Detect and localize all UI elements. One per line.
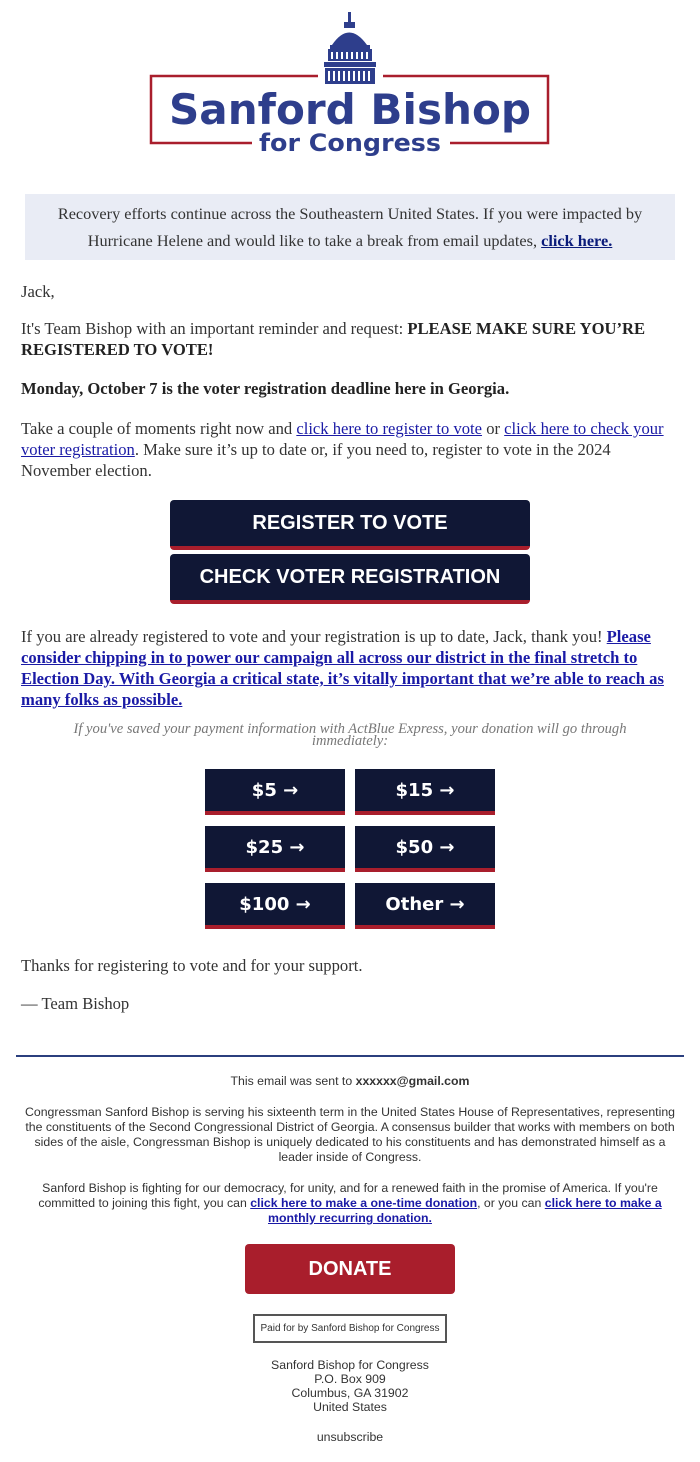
signoff: — Team Bishop — [21, 994, 130, 1013]
address-line: Columbus, GA 31902 — [291, 1386, 409, 1400]
support-text: If you are already registered to vote and your registration is up to date, Jack, thank you! — [21, 627, 603, 646]
check-registration-link[interactable]: click here to check your voter registration — [21, 419, 664, 459]
register-to-vote-link[interactable]: click here to register to vote — [296, 419, 483, 438]
actblue-note: If you've saved your payment information with ActBlue Express, your donation will go through immediately: — [73, 721, 627, 749]
donate-100-button[interactable]: $100 → — [205, 883, 345, 929]
donate-other-button[interactable]: Other → — [355, 883, 495, 929]
capitol-dome-icon — [324, 12, 376, 84]
bio-paragraph: Congressman Sanford Bishop is serving his sixteenth term in the United States House of Representatives, representing the constituents of the Second Congressional District of Georgia. A consensus builder that works with members on both sides of the aisle, Congressman Bishop is uniquely dedicated to his constituents and has demonstrated himself as a leader inside of Congress. — [24, 1105, 676, 1164]
fight-text-a: Sanford Bishop is fighting for our democracy, for unity, and for a renewed faith in the promise of America. If you're committed to joining this fight, you can — [38, 1181, 658, 1210]
mailing-address — [16, 1358, 684, 1414]
donate-50-button[interactable]: $50 → — [355, 826, 495, 872]
sent-to-line — [16, 1074, 684, 1089]
intro-bold: PLEASE MAKE SURE YOU’RE REGISTERED TO VOTE! — [21, 319, 646, 359]
notice-unsubscribe-link[interactable]: click here. — [541, 231, 613, 250]
deadline-paragraph — [21, 378, 681, 399]
register-text-c: . Make sure it’s up to date or, if you need to, register to vote in the 2024 November election. — [21, 440, 611, 480]
fight-paragraph — [16, 1181, 684, 1226]
address-line: United States — [313, 1400, 387, 1414]
campaign-logo — [0, 0, 700, 160]
monthly-donation-link[interactable]: click here to make a monthly recurring donation. — [268, 1196, 662, 1225]
footer-divider — [16, 1055, 684, 1057]
deadline-text: Monday, October 7 is the voter registration deadline here in Georgia. — [21, 379, 510, 398]
notice-text: Recovery efforts continue across the Southeastern United States. If you were impacted by Hurricane Helene and would like to take a break from email updates, — [57, 204, 643, 250]
donate-5-button[interactable]: $5 → — [205, 769, 345, 815]
thanks-text: Thanks for registering to vote and for your support. — [21, 956, 363, 975]
sent-to-email: xxxxxx@gmail.com — [355, 1074, 470, 1088]
paid-for-disclaimer: Paid for by Sanford Bishop for Congress — [253, 1314, 447, 1343]
register-to-vote-button[interactable]: REGISTER TO VOTE — [170, 500, 530, 550]
address-line: Sanford Bishop for Congress — [271, 1358, 429, 1372]
donate-15-button[interactable]: $15 → — [355, 769, 495, 815]
fight-text-b: , or you can — [477, 1196, 542, 1210]
one-time-donation-link[interactable]: click here to make a one-time donation — [250, 1196, 478, 1210]
register-text-a: Take a couple of moments right now and — [21, 419, 293, 438]
sent-to-label: This email was sent to — [230, 1074, 353, 1088]
support-paragraph — [21, 626, 681, 710]
donate-button[interactable]: DONATE — [245, 1244, 455, 1294]
chip-in-link[interactable]: Please consider chipping in to power our campaign all across our district in the final stretch to Election Day. With Georgia a critical state, it’s vitally important that we’re able to reach as many folks as possible. — [21, 627, 664, 709]
address-line: P.O. Box 909 — [314, 1372, 386, 1386]
intro-paragraph — [21, 318, 681, 360]
intro-text: It's Team Bishop with an important reminder and request: — [21, 319, 404, 338]
logo-subtitle: for Congress — [259, 129, 441, 157]
unsubscribe-link[interactable]: unsubscribe — [316, 1430, 384, 1444]
register-text-b: or — [486, 419, 501, 438]
logo-name: Sanford Bishop — [169, 85, 531, 134]
register-paragraph — [21, 418, 681, 481]
check-voter-registration-button[interactable]: CHECK VOTER REGISTRATION — [170, 554, 530, 604]
donate-25-button[interactable]: $25 → — [205, 826, 345, 872]
greeting: Jack, — [21, 282, 55, 301]
hurricane-notice — [25, 194, 675, 260]
